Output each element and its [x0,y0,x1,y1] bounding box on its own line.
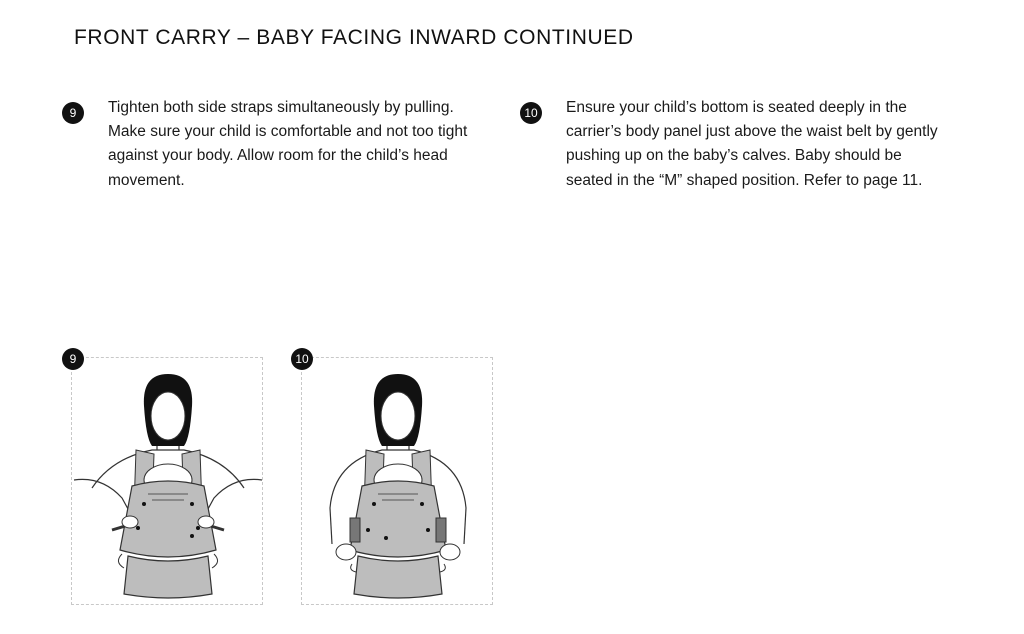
carrier-tighten-straps-illustration [72,358,263,605]
step-9-text [108,96,488,193]
carrier-seat-baby-illustration [302,358,493,605]
right-hand [440,544,460,560]
step-10-number-badge: 10 [520,102,542,124]
carrier-body-panel [350,481,446,557]
illustration-9-number-badge: 9 [62,348,84,370]
step-10-text [566,96,951,193]
right-arm [464,508,466,544]
left-arm [330,508,332,544]
illustration-panel-9 [71,357,263,605]
waist-belt [124,556,212,598]
step-9-paragraph: Tighten both side straps simultaneously by pulling. Make sure your child is comfortable and not too tight against your body. Allow room for the child’s head movement. [108,99,468,189]
step-10-paragraph: Ensure your child’s bottom is seated deeply in the carrier’s body panel just above the waist belt by gently pushing up on the baby’s calves. Baby should be seated in the “M” shaped position. Refer to page 11. [566,99,938,189]
page-title: FRONT CARRY – BABY FACING INWARD CONTINUED [74,26,634,49]
right-arm [202,479,262,520]
illustration-panel-10 [301,357,493,605]
face-shape [151,392,185,440]
step-9-number-badge: 9 [62,102,84,124]
waist-belt [354,556,442,598]
face-shape [381,392,415,440]
illustration-10-number-badge: 10 [291,348,313,370]
left-arm [74,479,134,520]
left-hand [336,544,356,560]
